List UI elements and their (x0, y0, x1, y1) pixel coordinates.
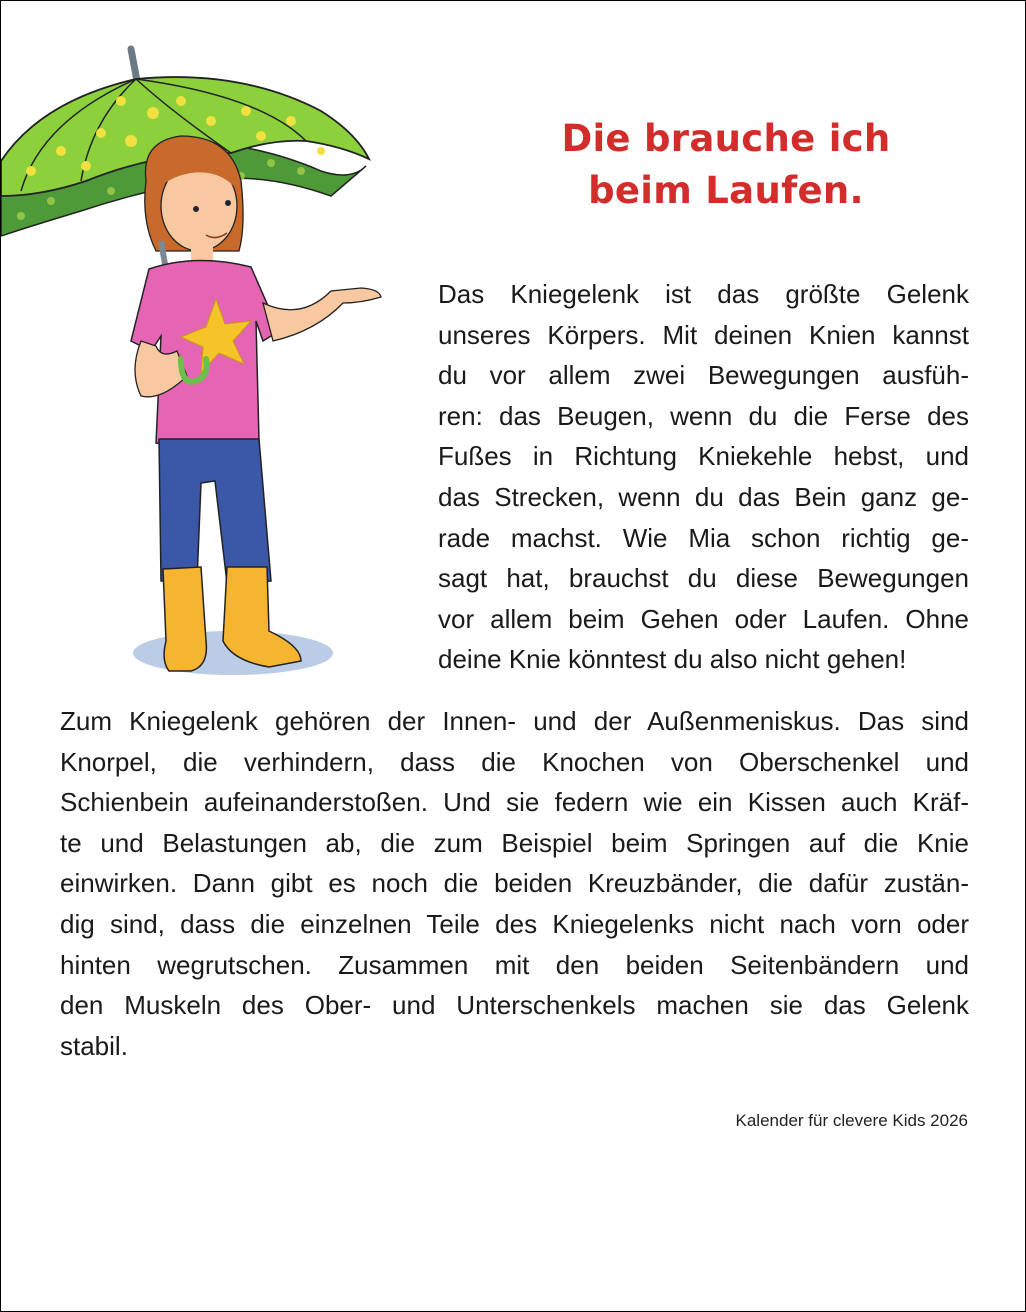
text-line: Das Kniegelenk ist das größte Gelenk (438, 279, 969, 309)
text-line: vor allem beim Gehen oder Laufen. Ohne (438, 603, 969, 634)
text-line: stabil. (60, 1030, 128, 1061)
text-line: Knorpel, die verhindern, dass die Knochen von Oberschenkel und (60, 746, 969, 777)
text-line: Schienbein aufeinanderstoßen. Und sie federn wie ein Kissen auch Kräf- (60, 787, 969, 818)
text-line: du vor allem zwei Bewegungen ausfüh- (438, 360, 969, 391)
paragraph-knee-anatomy (60, 701, 969, 1066)
text-line: hinten wegrutschen. Zusammen mit den beiden Seitenbändern und (60, 949, 969, 980)
footer-caption: Kalender für clevere Kids 2026 (735, 1111, 968, 1130)
text-line: den Muskeln des Ober- und Unterschenkels machen sie das Gelenk (60, 990, 969, 1021)
text-line: das Strecken, wenn du das Bein ganz ge- (438, 481, 969, 512)
text-line: ren: das Beugen, wenn du die Ferse des (438, 400, 969, 431)
girl-with-umbrella-illustration (1, 41, 401, 691)
text-line: dig sind, dass die einzelnen Teile des Kniegelenks nicht nach vorn oder (60, 908, 969, 939)
title-line-2: beim Laufen. (588, 169, 864, 212)
text-line: rade machst. Wie Mia schon richtig ge- (438, 522, 969, 553)
text-line: einwirken. Dann gibt es noch die beiden Kreuzbänder, die dafür zustän- (60, 868, 969, 899)
text-line: Fußes in Richtung Kniekehle hebst, und (438, 441, 969, 472)
text-line: Zum Kniegelenk gehören der Innen- und der Außenmeniskus. Das sind (60, 706, 969, 736)
paragraph-knee-intro (438, 274, 969, 680)
text-line: sagt hat, brauchst du diese Bewegungen (438, 563, 969, 594)
text-line: unseres Körpers. Mit deinen Knien kannst (438, 319, 969, 350)
text-line: te und Belastungen ab, die zum Beispiel beim Springen auf die Knie (60, 827, 969, 858)
page-title (521, 113, 931, 217)
title-line-1: Die brauche ich (561, 117, 891, 160)
illustration-svg (1, 41, 401, 691)
text-line: deine Knie könntest du also nicht gehen! (438, 644, 907, 675)
